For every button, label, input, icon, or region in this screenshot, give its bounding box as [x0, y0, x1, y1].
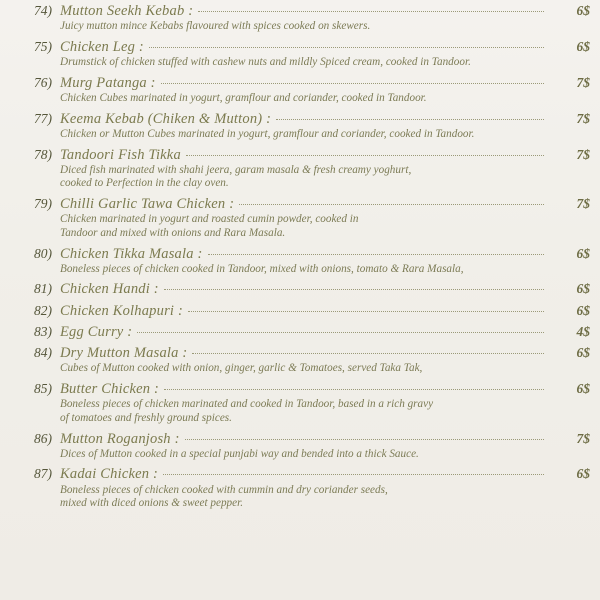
menu-item-number: 77): [34, 110, 52, 126]
menu-item-price: 6$: [576, 3, 590, 18]
menu-item-number: 82): [34, 302, 52, 318]
menu-item-title-row: [60, 4, 590, 19]
menu-item-price: 6$: [576, 466, 590, 482]
menu-item-header: [18, 112, 590, 127]
menu-item-description-line: Chicken Cubes marinated in yogurt, gramflour and coriander, cooked in Tandoor.: [60, 91, 427, 104]
menu-item-title-row: [60, 76, 590, 91]
menu-item: [18, 4, 590, 34]
menu-item-description: [60, 20, 530, 34]
menu-item-title-row: [60, 247, 590, 262]
menu-item-header: [18, 432, 590, 447]
menu-item-number: 81): [34, 281, 52, 297]
menu-item: [18, 148, 590, 192]
dotted-leader: [161, 75, 544, 84]
menu-item-price: 7$: [576, 430, 590, 446]
menu-item-number: 75): [34, 38, 52, 54]
menu-item-title: Mutton Seekh Kebab :: [60, 3, 194, 19]
menu-item-title-row: [60, 40, 590, 55]
menu-item-price: 6$: [576, 245, 590, 261]
menu-item-title: Chilli Garlic Tawa Chicken :: [60, 196, 235, 213]
menu-item-title-row: [60, 148, 590, 163]
menu-item-title-row: [60, 382, 590, 397]
menu-item-description-line: Boneless pieces of chicken marinated and cooked in Tandoor, based in a rich gravy: [60, 398, 434, 411]
menu-item-description: [60, 448, 530, 462]
menu-item-description-line: Drumstick of chicken stuffed with cashew nuts and mildly Spiced cream, cooked in Tandoor.: [60, 56, 471, 69]
menu-item-title-row: [60, 282, 590, 297]
menu-item-header: [18, 40, 590, 55]
menu-item: [18, 197, 590, 241]
menu-item-price: 7$: [576, 146, 590, 162]
menu-item: [18, 112, 590, 142]
menu-item-price: 4$: [576, 323, 590, 339]
menu-item-title-row: [60, 112, 590, 127]
menu-list: [18, 4, 590, 511]
menu-item-title-row: [60, 304, 590, 319]
menu-item-header: [18, 148, 590, 163]
menu-item-description-line: Dices of Mutton cooked in a special punjabi way and bended into a thick Sauce.: [60, 447, 419, 460]
menu-item-header: [18, 346, 590, 361]
menu-item-header: [18, 247, 590, 262]
menu-item-title: Keema Kebab (Chiken & Mutton) :: [60, 110, 272, 127]
menu-item-title: Mutton Roganjosh :: [60, 430, 180, 447]
menu-item-description: [60, 213, 530, 240]
dotted-leader: [188, 303, 544, 312]
menu-item-number: 87): [34, 466, 52, 482]
menu-item-price: 6$: [576, 345, 590, 361]
menu-item-price: 6$: [576, 380, 590, 396]
menu-item-price: 6$: [576, 38, 590, 54]
menu-item-description-line: Boneless pieces of chicken cooked in Tandoor, mixed with onions, tomato & Rara Masala,: [60, 262, 464, 275]
menu-item-description: [60, 362, 530, 376]
dotted-leader: [185, 431, 544, 440]
menu-item-number: 84): [34, 345, 52, 361]
menu-item-title: Kadai Chicken :: [60, 466, 159, 483]
menu-item-description-line: Tandoor and mixed with onions and Rara Masala.: [60, 226, 286, 239]
menu-item-header: [18, 4, 590, 19]
menu-item-title-row: [60, 325, 590, 340]
menu-item-description-line: Cubes of Mutton cooked with onion, ginger, garlic & Tomatoes, served Taka Tak,: [60, 362, 423, 375]
menu-item-header: [18, 76, 590, 91]
menu-item: [18, 304, 590, 319]
menu-item: [18, 40, 590, 70]
menu-item-description-line: Juicy mutton mince Kebabs flavoured with spices cooked on skewers.: [60, 20, 371, 33]
menu-item-description-line: Diced fish marinated with shahi jeera, garam masala & fresh creamy yoghurt,: [60, 163, 412, 176]
menu-item-header: [18, 382, 590, 397]
menu-item-description-line: Boneless pieces of chicken cooked with cummin and dry coriander seeds,: [60, 483, 388, 496]
menu-item-description-line: Chicken marinated in yogurt and roasted cumin powder, cooked in: [60, 213, 359, 226]
menu-item-price: 6$: [576, 281, 590, 297]
menu-item-description-line: of tomatoes and freshly ground spices.: [60, 411, 232, 424]
menu-item: [18, 382, 590, 426]
menu-item-header: [18, 304, 590, 319]
dotted-leader: [276, 111, 544, 120]
dotted-leader: [164, 381, 544, 390]
dotted-leader: [198, 3, 544, 12]
menu-item-title-row: [60, 467, 590, 482]
menu-item-price: 7$: [576, 196, 590, 212]
menu-item-description-line: Chicken or Mutton Cubes marinated in yogurt, gramflour and coriander, cooked in Tandoor.: [60, 127, 475, 140]
menu-item-description-line: cooked to Perfection in the clay oven.: [60, 177, 229, 190]
menu-item-title-row: [60, 432, 590, 447]
menu-item-number: 85): [34, 380, 52, 396]
menu-item: [18, 247, 590, 277]
dotted-leader: [208, 246, 544, 255]
menu-item-description: [60, 128, 530, 142]
menu-item-header: [18, 467, 590, 482]
menu-item: [18, 325, 590, 340]
menu-item-number: 76): [34, 74, 52, 90]
menu-item: [18, 282, 590, 297]
menu-item-header: [18, 197, 590, 212]
dotted-leader: [163, 466, 544, 475]
menu-item-number: 74): [34, 3, 52, 18]
menu-item-title: Chicken Tikka Masala :: [60, 245, 203, 262]
menu-item-description-line: mixed with diced onions & sweet pepper.: [60, 497, 244, 510]
menu-item-title: Tandoori Fish Tikka: [60, 146, 181, 163]
menu-item-title: Butter Chicken :: [60, 380, 160, 397]
menu-item-title: Chicken Handi :: [60, 281, 159, 298]
menu-item-description: [60, 164, 530, 191]
menu-item-title: Murg Patanga :: [60, 74, 156, 91]
dotted-leader: [164, 281, 544, 290]
menu-item-title: Chicken Leg :: [60, 38, 144, 55]
menu-item-description: [60, 398, 530, 425]
dotted-leader: [149, 39, 544, 48]
dotted-leader: [137, 324, 544, 333]
menu-item-title-row: [60, 346, 590, 361]
menu-item-number: 78): [34, 146, 52, 162]
menu-item-number: 79): [34, 196, 52, 212]
menu-item-description: [60, 263, 530, 277]
dotted-leader: [192, 345, 544, 354]
menu-item-price: 7$: [576, 74, 590, 90]
menu-item-title: Dry Mutton Masala :: [60, 345, 188, 362]
menu-item-title: Chicken Kolhapuri :: [60, 302, 184, 319]
menu-item-description: [60, 92, 530, 106]
menu-item-description: [60, 56, 530, 70]
menu-item-description: [60, 484, 530, 511]
menu-item: [18, 467, 590, 511]
menu-item: [18, 346, 590, 376]
menu-item-price: 7$: [576, 110, 590, 126]
menu-item-price: 6$: [576, 302, 590, 318]
menu-item-header: [18, 282, 590, 297]
dotted-leader: [186, 147, 544, 156]
menu-item-number: 80): [34, 245, 52, 261]
menu-item-header: [18, 325, 590, 340]
menu-item: [18, 432, 590, 462]
menu-item: [18, 76, 590, 106]
menu-item-title: Egg Curry :: [60, 323, 133, 340]
dotted-leader: [239, 196, 544, 205]
menu-item-number: 83): [34, 323, 52, 339]
menu-item-title-row: [60, 197, 590, 212]
menu-item-number: 86): [34, 430, 52, 446]
